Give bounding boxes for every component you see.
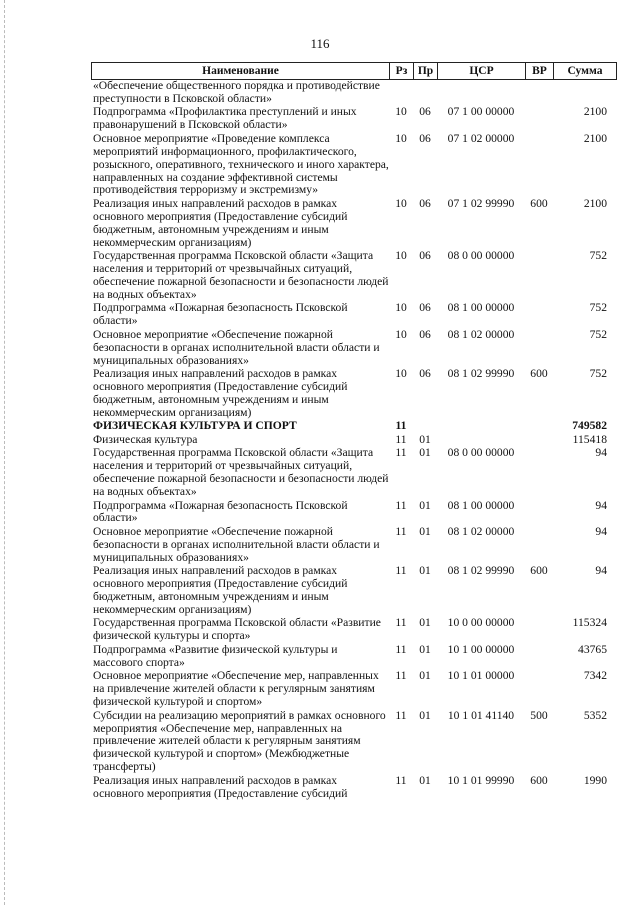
- table-row: [91, 420, 617, 433]
- table-row: [91, 80, 617, 106]
- row-sum: 1990: [583, 773, 607, 787]
- header-csr: ЦСР: [438, 63, 526, 79]
- row-name: Подпрограмма «Пожарная безопасность Псковской области»: [93, 498, 348, 525]
- row-rz: 11: [395, 564, 407, 578]
- row-csr: [437, 80, 525, 106]
- row-vr: [525, 644, 553, 670]
- row-csr: 10 1 00 00000: [447, 642, 515, 656]
- row-vr: 600: [530, 773, 548, 787]
- row-vr: [525, 617, 553, 643]
- row-vr: [525, 250, 553, 302]
- row-name: ФИЗИЧЕСКАЯ КУЛЬТУРА И СПОРТ: [93, 419, 297, 433]
- row-pr: 01: [419, 498, 431, 512]
- row-sum: 115418: [572, 432, 607, 446]
- row-sum: 749582: [572, 419, 607, 433]
- row-sum: 94: [595, 446, 607, 460]
- row-rz: [389, 80, 413, 106]
- row-vr: [525, 500, 553, 526]
- row-pr: 01: [419, 432, 431, 446]
- row-csr: 08 1 02 00000: [447, 524, 515, 538]
- row-name: Основное мероприятие «Обеспечение пожарной безопасности в органах исполнительной власти области и муниципальных образованиях»: [93, 524, 380, 564]
- row-pr: 01: [419, 446, 431, 460]
- scan-edge: [0, 0, 5, 905]
- row-vr: [525, 670, 553, 709]
- row-csr: 10 1 01 41140: [447, 708, 515, 722]
- row-name: Реализация иных направлений расходов в рамках основного мероприятия (Предоставление субсидий бюджетным, автономным учреждениям и иным некоммерческим организациям): [93, 196, 348, 249]
- row-vr: 500: [530, 708, 548, 722]
- table-row: [91, 670, 617, 709]
- table-row: [91, 710, 617, 775]
- row-pr: [413, 80, 437, 106]
- row-pr: 01: [419, 616, 431, 630]
- row-rz: 11: [395, 773, 407, 787]
- row-name: Подпрограмма «Профилактика преступлений и иных правонарушений в Псковской области»: [93, 105, 357, 132]
- table-row: [91, 644, 617, 670]
- row-vr: [525, 329, 553, 368]
- row-vr: [525, 80, 553, 106]
- row-name: Реализация иных направлений расходов в рамках основного мероприятия (Предоставление субсидий бюджетным, автономным учреждениям и иным некоммерческим организациям): [93, 367, 348, 419]
- table-row: [91, 526, 617, 565]
- row-csr: 10 1 01 00000: [447, 669, 515, 683]
- row-rz: 10: [395, 367, 407, 381]
- row-sum: 752: [589, 327, 607, 341]
- row-sum: 94: [595, 498, 607, 512]
- table-row: [91, 198, 617, 250]
- row-name: Основное мероприятие «Обеспечение пожарной безопасности в органах исполнительной власти области и муниципальных образованиях»: [93, 327, 380, 367]
- row-vr: [525, 106, 553, 132]
- row-pr: 01: [419, 708, 431, 722]
- row-vr: [525, 420, 553, 433]
- row-name: Основное мероприятие «Обеспечение мер, направленных на привлечение жителей области к регулярным занятиям физической культурой и спортом»: [93, 669, 379, 709]
- row-sum: 94: [595, 524, 607, 538]
- budget-table-body: [91, 80, 617, 801]
- row-sum: 5352: [583, 708, 607, 722]
- row-name: Государственная программа Псковской области «Защита населения и территорий от чрезвычайных ситуаций, обеспечение пожарной безопасности и безопасности людей на водных объектах»: [93, 249, 389, 301]
- row-sum: 752: [589, 249, 607, 263]
- row-rz: 11: [395, 708, 407, 722]
- row-csr: 08 0 00 00000: [447, 249, 515, 263]
- row-sum: [553, 80, 617, 106]
- row-rz: 11: [395, 419, 407, 433]
- row-rz: 11: [395, 642, 407, 656]
- row-vr: [525, 133, 553, 198]
- row-pr: 01: [419, 669, 431, 683]
- row-name: «Обеспечение общественного порядка и противодействие преступности в Псковской области»: [93, 79, 380, 105]
- row-sum: 752: [589, 301, 607, 315]
- row-csr: 07 1 00 00000: [447, 105, 515, 119]
- row-name: Подпрограмма «Пожарная безопасность Псковской области»: [93, 301, 348, 328]
- row-name: Государственная программа Псковской области «Развитие физической культуры и спорта»: [93, 616, 381, 643]
- row-csr: [437, 420, 525, 433]
- header-pr: Пр: [414, 63, 438, 79]
- row-vr: 600: [530, 564, 548, 578]
- row-rz: 10: [395, 301, 407, 315]
- row-sum: 43765: [578, 642, 607, 656]
- row-csr: 08 1 02 00000: [447, 327, 515, 341]
- table-row: [91, 434, 617, 447]
- row-sum: 2100: [583, 196, 607, 210]
- table-row: [91, 447, 617, 499]
- row-vr: [525, 447, 553, 499]
- row-vr: [525, 302, 553, 328]
- row-csr: 07 1 02 99990: [447, 196, 515, 210]
- row-csr: [437, 434, 525, 447]
- row-vr: 600: [530, 196, 548, 210]
- row-rz: 10: [395, 327, 407, 341]
- row-sum: 2100: [583, 105, 607, 119]
- row-rz: 11: [395, 669, 407, 683]
- row-pr: 06: [419, 131, 431, 145]
- row-name: Подпрограмма «Развитие физической культуры и массового спорта»: [93, 642, 338, 669]
- row-rz: 11: [395, 524, 407, 538]
- row-csr: 08 1 02 99990: [447, 564, 515, 578]
- row-sum: 115324: [572, 616, 607, 630]
- row-name: Реализация иных направлений расходов в рамках основного мероприятия (Предоставление субсидий бюджетным, автономным учреждениям и иным некоммерческим организациям): [93, 564, 348, 616]
- header-sum: Сумма: [567, 65, 603, 77]
- row-pr: 06: [419, 301, 431, 315]
- row-pr: 06: [419, 327, 431, 341]
- table-row: [91, 565, 617, 617]
- table-row: [91, 500, 617, 526]
- row-csr: 08 1 02 99990: [447, 367, 515, 381]
- row-pr: 01: [419, 524, 431, 538]
- row-pr: 06: [419, 105, 431, 119]
- row-csr: 07 1 02 00000: [447, 131, 515, 145]
- row-csr: 08 1 00 00000: [447, 301, 515, 315]
- row-rz: 11: [395, 498, 407, 512]
- header-vr: ВР: [526, 63, 554, 79]
- row-rz: 10: [395, 131, 407, 145]
- table-header: [91, 62, 617, 80]
- table-row: [91, 250, 617, 302]
- table-row: [91, 133, 617, 198]
- row-name: Государственная программа Псковской области «Защита населения и территорий от чрезвычайных ситуаций, обеспечение пожарной безопасности и безопасности людей на водных объектах»: [93, 446, 389, 499]
- row-vr: [525, 434, 553, 447]
- row-rz: 11: [395, 432, 407, 446]
- row-rz: 10: [395, 249, 407, 263]
- row-rz: 10: [395, 105, 407, 119]
- table-row: [91, 302, 617, 328]
- row-vr: 600: [530, 367, 548, 381]
- row-csr: 08 0 00 00000: [447, 446, 515, 460]
- table-row: [91, 368, 617, 420]
- row-pr: 01: [419, 773, 431, 787]
- row-rz: 11: [395, 446, 407, 460]
- table-row: [91, 106, 617, 132]
- row-name: Реализация иных направлений расходов в рамках основного мероприятия (Предоставление субсидий: [93, 773, 348, 800]
- row-vr: [525, 526, 553, 565]
- row-csr: 08 1 00 00000: [447, 498, 515, 512]
- row-csr: 10 1 01 99990: [447, 773, 515, 787]
- row-sum: 7342: [583, 669, 607, 683]
- row-sum: 752: [589, 367, 607, 381]
- row-sum: 2100: [583, 131, 607, 145]
- row-name: Основное мероприятие «Проведение комплекса мероприятий информационного, профилактического, розыскного, оперативного, технического и иного характера, направленных на создание эффективной системы противодействия терроризму и экстремизму»: [93, 131, 389, 197]
- row-csr: 10 0 00 00000: [447, 616, 515, 630]
- row-pr: 01: [419, 642, 431, 656]
- page-number: 116: [310, 36, 330, 51]
- row-name: Субсидии на реализацию мероприятий в рамках основного мероприятия «Обеспечение мер, направленных на привлечение жителей области к регулярным занятиям физической культурой и спортом» (Межбюджетные трансферты): [93, 708, 386, 774]
- row-pr: 06: [419, 196, 431, 210]
- header-name: Наименование: [92, 63, 390, 79]
- table-row: [91, 329, 617, 368]
- row-pr: 06: [419, 367, 431, 381]
- row-pr: 06: [419, 249, 431, 263]
- row-pr: 01: [419, 564, 431, 578]
- row-name: Физическая культура: [93, 432, 198, 446]
- row-sum: 94: [595, 564, 607, 578]
- row-rz: 10: [395, 196, 407, 210]
- row-pr: [413, 420, 437, 433]
- header-rz: Рз: [390, 63, 414, 79]
- table-row: [91, 775, 617, 801]
- row-rz: 11: [395, 616, 407, 630]
- table-row: [91, 617, 617, 643]
